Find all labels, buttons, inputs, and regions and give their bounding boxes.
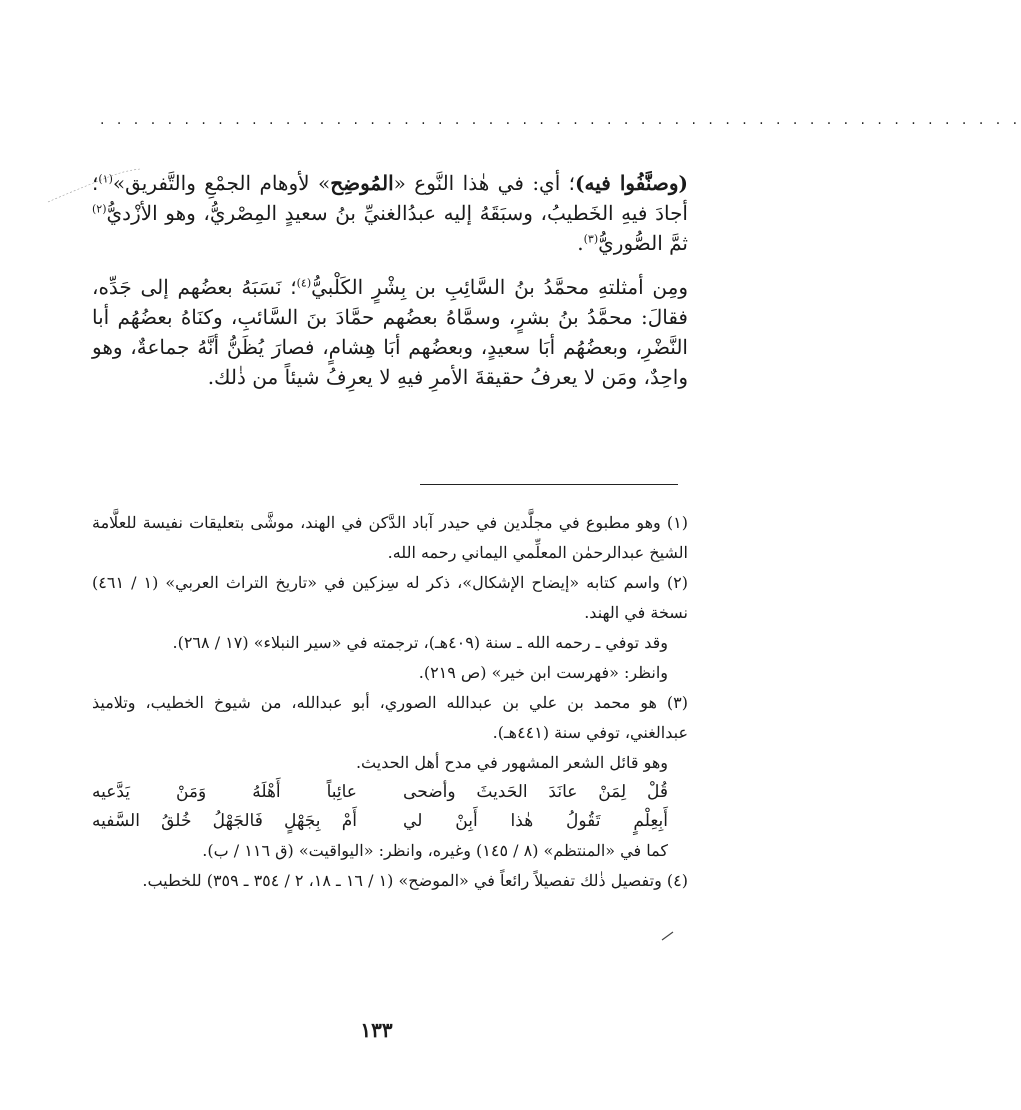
footnote-ref-1: (١)	[98, 172, 113, 186]
poem-hemistich-2a: أَبِعِلْمٍ تَقُولُ هٰذا أَبِنْ لي	[403, 811, 668, 831]
poem-hemistich-2b: أَمْ بِجَهْلٍ فَالجَهْلُ خُلقُ السَّفيه	[92, 811, 357, 831]
footnote-ref-4: (٤)	[296, 276, 312, 290]
bold-heading-phrase: (وصنَّفُوا فيه)	[575, 171, 688, 195]
footnote-ref-3: (٣)	[583, 232, 599, 246]
poem	[92, 778, 668, 836]
footnote-separator	[420, 484, 678, 485]
book-title-mudih: المُوضِح	[330, 171, 394, 195]
paragraph-1: (وصنَّفُوا فيه)؛ أي: في هٰذا النَّوع «المُوضِح» لأوهام الجمْعِ والتَّفريق»$^{(١)}$؛ أجادَ فيهِ الخَطيبُ، وسبَقَهُ إليه عبدُالغنيِّ بنُ سعيدٍ المِصْريُّ، وهو الأزْديُّ$^{(٢)}$ ثمَّ الصُّوريُّ$^{(٣)}$.	[92, 171, 688, 255]
footnote-2: (٢) واسم كتابه «إيضاح الإشكال»، ذكر له سِزكين في «تاريخ التراث العربي» (١ / ٤٦١) نسخة في الهند.	[92, 573, 689, 622]
footnote-3-poet-note: وهو قائل الشعر المشهور في مدح أهل الحديث.	[355, 753, 668, 772]
footnote-1: (١) وهو مطبوع في مجلَّدين في حيدر آباد الدَّكن في الهند، موشَّى بتعليقات نفيسة للعلَّامة الشيخ عبدالرحمٰن المعلِّمي اليماني رحمه الله.	[92, 513, 688, 562]
page-number: ١٣٣	[360, 1018, 393, 1042]
footnote-3-reference: كما في «المنتظم» (٨ / ١٤٥) وغيره، وانظر: «اليواقيت» (ق ١١٦ / ب).	[202, 841, 668, 860]
poem-line-2	[92, 807, 668, 836]
footnote-4: (٤) وتفصيل ذٰلك تفصيلاً رائعاً في «الموضح» (١ / ١٦ ـ ١٨، ٢ / ٣٥٤ ـ ٣٥٩) للخطيب.	[142, 871, 688, 890]
header-dotted-line: . . . . . . . . . . . . . . . . . . . . . . . . . . . . . . . . . . . . . . . . . . . . . . . . . . . . . . .	[100, 112, 1021, 128]
footnotes	[92, 508, 688, 896]
poem-line-1	[92, 778, 668, 807]
main-text	[92, 168, 688, 392]
footnote-2-reference: وانظر: «فهرست ابن خير» (ص ٢١٩).	[418, 663, 668, 682]
footnote-ref-2: (٢)	[92, 202, 107, 216]
footnote-2-death: وقد توفي ـ رحمه الله ـ سنة (٤٠٩هـ)، ترجمته في «سير النبلاء» (١٧ / ٢٦٨).	[172, 633, 668, 652]
poem-hemistich-1a: قُلْ لِمَنْ عانَدَ الحَديثَ وأضحى	[403, 782, 668, 802]
paragraph-2: ومِن أمثلتهِ محمَّدُ بنُ السَّائِبِ بن بِشْرٍ الكَلْبيُّ$^{(٤)}$؛ نَسَبَهُ بعضُهم إلى جَدِّه، فقالَ: محمَّدُ بنُ بشرٍ، وسمَّاهُ بعضُهم حمَّادَ بنَ السَّائبِ، وكنَاهُ بعضُهُم أبا النَّضْرِ، وبعضُهُم أبَا سعيدٍ، وبعضُهم أبَا هِشامٍ، فصارَ يُظَنُّ أنَّهُ جماعةٌ، وهو واحِدٌ، ومَن لا يعرفُ حقيقةَ الأمرِ فيهِ لا يعرِفُ شيئاً من ذٰلك.	[92, 275, 688, 389]
poem-hemistich-1b: عائِباً أَهْلَهُ وَمَنْ يَدَّعيه	[92, 782, 357, 802]
pen-tick-mark	[660, 930, 676, 942]
footnote-3: (٣) هو محمد بن علي بن عبدالله الصوري، أبو عبدالله، من شيوخ الخطيب، وتلاميذ عبدالغني، توفي سنة (٤٤١هـ).	[92, 693, 688, 742]
